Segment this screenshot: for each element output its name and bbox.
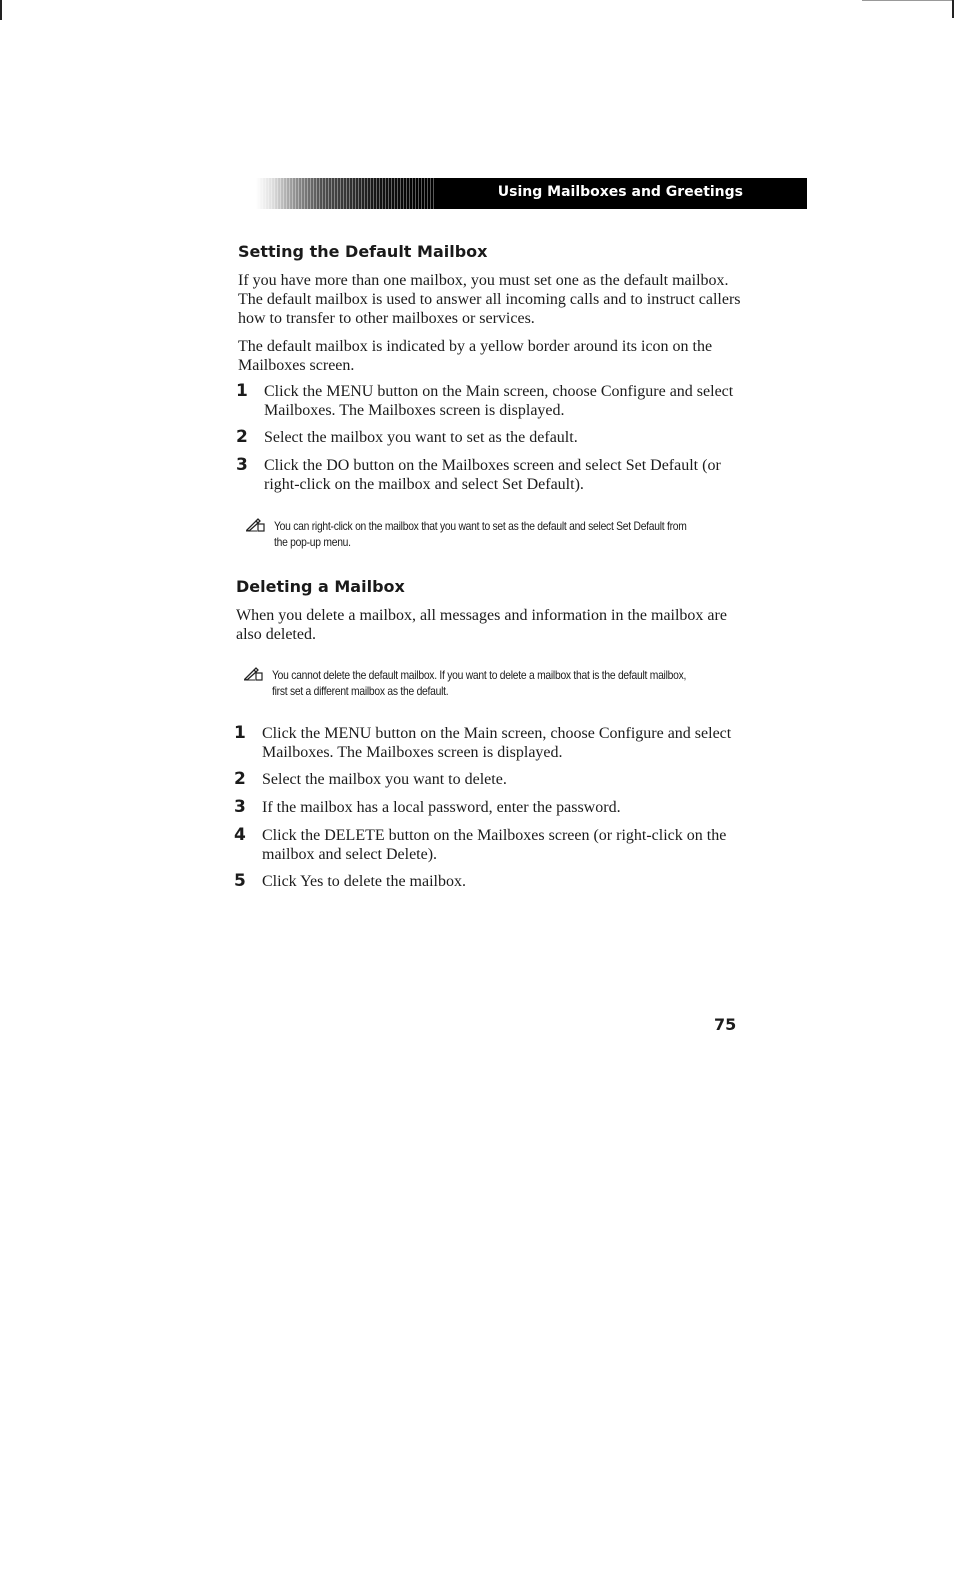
paragraph: When you delete a mailbox, all messages and information in the mailbox are also deleted. — [236, 607, 727, 643]
paragraph: If you have more than one mailbox, you must set one as the default mailbox. The default mailbox is used to answer all incoming calls and to instruct callers how to transfer to other mailboxes or services. — [238, 272, 741, 327]
step-number: 5 — [234, 871, 246, 891]
step-item — [234, 826, 734, 864]
step-text: Select the mailbox you want to delete. — [262, 771, 507, 788]
chapter-header-title: Using Mailboxes and Greetings — [497, 184, 743, 200]
step-item — [234, 872, 734, 891]
crop-mark-left — [0, 0, 2, 20]
step-item — [234, 724, 734, 762]
step-number: 2 — [236, 427, 248, 447]
step-text: Click the MENU button on the Main screen, choose Configure and select Mailboxes. The Mailboxes screen is displayed. — [264, 383, 734, 419]
step-text: If the mailbox has a local password, enter the password. — [262, 799, 621, 816]
step-text: Click Yes to delete the mailbox. — [262, 873, 466, 890]
step-item — [236, 428, 736, 447]
step-item — [236, 456, 736, 494]
step-text: Click the DELETE button on the Mailboxes screen (or right-click on the mailbox and select Delete). — [262, 827, 727, 863]
note-box — [244, 667, 754, 699]
step-item — [234, 770, 734, 789]
crop-line-right — [862, 0, 952, 1]
note-box — [246, 518, 756, 550]
step-item — [234, 798, 734, 817]
step-number: 4 — [234, 825, 246, 845]
chapter-header-bar — [256, 178, 807, 209]
step-item — [236, 382, 736, 420]
step-text: Click the MENU button on the Main screen, choose Configure and select Mailboxes. The Mailboxes screen is displayed. — [262, 725, 732, 761]
step-text: Select the mailbox you want to set as the default. — [264, 429, 578, 446]
pencil-note-icon — [244, 667, 272, 699]
pencil-note-icon — [246, 518, 274, 550]
step-number: 3 — [234, 797, 246, 817]
step-text: Click the DO button on the Mailboxes screen and select Set Default (or right-click on the mailbox and select Set Default). — [264, 457, 721, 493]
note-text: You can right-click on the mailbox that you want to set as the default and select Set Default from the pop-up menu. — [274, 519, 687, 549]
paragraph: The default mailbox is indicated by a yellow border around its icon on the Mailboxes screen. — [238, 338, 713, 374]
step-number: 1 — [236, 381, 248, 401]
note-text: You cannot delete the default mailbox. If you want to delete a mailbox that is the default mailbox, first set a different mailbox as the default. — [272, 668, 687, 698]
step-number: 1 — [234, 723, 246, 743]
step-number: 3 — [236, 455, 248, 475]
section-heading-default-mailbox: Setting the Default Mailbox — [238, 242, 488, 261]
step-number: 2 — [234, 769, 246, 789]
section-heading-deleting-mailbox: Deleting a Mailbox — [236, 577, 405, 596]
page-number: 75 — [714, 1015, 737, 1034]
